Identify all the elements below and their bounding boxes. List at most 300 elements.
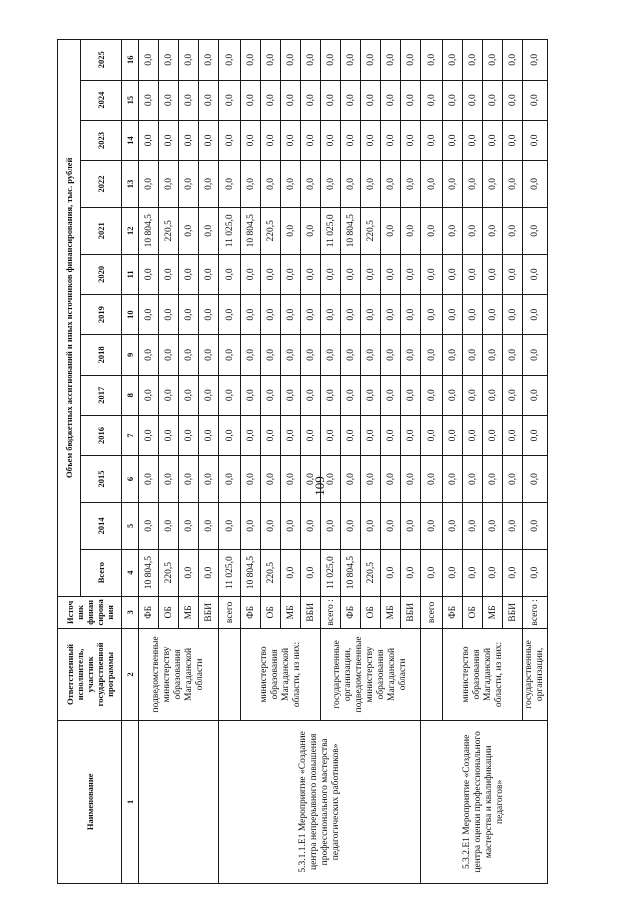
year-value-cell: 0,0	[139, 161, 159, 208]
year-value-cell: 11 025,0	[321, 207, 341, 254]
column-number: 12	[122, 207, 139, 254]
header-year: 2016	[81, 415, 122, 455]
year-value-cell: 0,0	[179, 456, 199, 503]
year-value-cell: 0,0	[523, 254, 548, 294]
year-value-cell: 0,0	[321, 40, 341, 81]
year-value-cell: 0,0	[179, 80, 199, 120]
source-cell: всего	[219, 596, 241, 629]
year-value-cell: 0,0	[341, 120, 361, 160]
year-value-cell: 0,0	[463, 40, 483, 81]
year-value-cell: 0,0	[199, 161, 219, 208]
column-number: 15	[122, 80, 139, 120]
executor-cell	[421, 629, 443, 720]
table-row	[139, 40, 159, 884]
year-value-cell: 0,0	[463, 161, 483, 208]
column-number-row	[122, 40, 139, 884]
year-value-cell: 0,0	[261, 415, 281, 455]
year-value-cell: 0,0	[301, 294, 321, 334]
year-value-cell: 0,0	[241, 254, 261, 294]
column-number: 1	[122, 720, 139, 883]
year-value-cell: 0,0	[281, 161, 301, 208]
column-number: 6	[122, 456, 139, 503]
year-value-cell: 0,0	[503, 415, 523, 455]
total-value-cell: 0,0	[179, 549, 199, 596]
year-value-cell: 0,0	[523, 502, 548, 549]
year-value-cell: 0,0	[503, 120, 523, 160]
year-value-cell: 0,0	[381, 254, 401, 294]
year-value-cell: 0,0	[401, 456, 421, 503]
header-year: 2017	[81, 375, 122, 415]
total-value-cell: 0,0	[381, 549, 401, 596]
year-value-cell: 0,0	[261, 40, 281, 81]
executor-cell: министерство образования Магаданской области, из них:	[241, 629, 321, 720]
total-value-cell: 11 025,0	[321, 549, 341, 596]
year-value-cell: 0,0	[463, 335, 483, 375]
header-source: Источ ник финан сирова ния	[58, 596, 122, 629]
year-value-cell: 0,0	[443, 80, 463, 120]
year-value-cell: 0,0	[241, 161, 261, 208]
year-value-cell: 0,0	[443, 335, 463, 375]
year-value-cell: 0,0	[199, 415, 219, 455]
year-value-cell: 0,0	[483, 335, 503, 375]
year-value-cell: 0,0	[381, 335, 401, 375]
year-value-cell: 0,0	[463, 375, 483, 415]
year-value-cell: 0,0	[361, 456, 381, 503]
source-cell: ФБ	[241, 596, 261, 629]
year-value-cell: 0,0	[321, 120, 341, 160]
header-total: Всего	[81, 549, 122, 596]
table-row	[219, 40, 241, 884]
year-value-cell: 0,0	[483, 502, 503, 549]
year-value-cell: 0,0	[443, 40, 463, 81]
source-cell: ФБ	[443, 596, 463, 629]
year-value-cell: 10 804,5	[139, 207, 159, 254]
year-value-cell: 0,0	[159, 161, 179, 208]
year-value-cell: 0,0	[261, 335, 281, 375]
year-value-cell: 0,0	[341, 375, 361, 415]
source-cell: всего :	[523, 596, 548, 629]
header-year: 2021	[81, 207, 122, 254]
year-value-cell: 0,0	[503, 80, 523, 120]
year-value-cell: 0,0	[523, 40, 548, 81]
year-value-cell: 0,0	[463, 415, 483, 455]
year-value-cell: 0,0	[281, 375, 301, 415]
year-value-cell: 0,0	[503, 294, 523, 334]
year-value-cell: 0,0	[443, 254, 463, 294]
column-number: 13	[122, 161, 139, 208]
year-value-cell: 0,0	[341, 80, 361, 120]
total-value-cell: 0,0	[463, 549, 483, 596]
year-value-cell: 0,0	[503, 161, 523, 208]
year-value-cell: 0,0	[139, 456, 159, 503]
header-year: 2018	[81, 335, 122, 375]
year-value-cell: 0,0	[199, 254, 219, 294]
year-value-cell: 0,0	[421, 254, 443, 294]
year-value-cell: 0,0	[301, 120, 321, 160]
year-value-cell: 0,0	[421, 502, 443, 549]
total-value-cell: 0,0	[281, 549, 301, 596]
year-value-cell: 0,0	[443, 415, 463, 455]
year-value-cell: 220,5	[261, 207, 281, 254]
year-value-cell: 0,0	[483, 456, 503, 503]
source-cell: ОБ	[261, 596, 281, 629]
year-value-cell: 0,0	[301, 335, 321, 375]
year-value-cell: 0,0	[483, 120, 503, 160]
year-value-cell: 0,0	[381, 161, 401, 208]
year-value-cell: 0,0	[139, 502, 159, 549]
table-row	[421, 40, 443, 884]
year-value-cell: 220,5	[361, 207, 381, 254]
year-value-cell: 0,0	[341, 254, 361, 294]
year-value-cell: 0,0	[139, 375, 159, 415]
year-value-cell: 0,0	[421, 456, 443, 503]
year-value-cell: 0,0	[281, 254, 301, 294]
year-value-cell: 0,0	[179, 415, 199, 455]
year-value-cell: 0,0	[301, 254, 321, 294]
year-value-cell: 0,0	[381, 120, 401, 160]
year-value-cell: 0,0	[523, 456, 548, 503]
year-value-cell: 0,0	[401, 254, 421, 294]
year-value-cell: 0,0	[261, 375, 281, 415]
header-year: 2019	[81, 294, 122, 334]
financing-table	[57, 39, 548, 884]
source-cell: ВБИ	[503, 596, 523, 629]
year-value-cell: 0,0	[503, 456, 523, 503]
year-value-cell: 0,0	[483, 415, 503, 455]
year-value-cell: 0,0	[281, 456, 301, 503]
year-value-cell: 0,0	[179, 40, 199, 81]
year-value-cell: 0,0	[401, 40, 421, 81]
year-value-cell: 0,0	[179, 120, 199, 160]
year-value-cell: 0,0	[301, 375, 321, 415]
year-value-cell: 0,0	[341, 502, 361, 549]
year-value-cell: 0,0	[179, 294, 199, 334]
year-value-cell: 0,0	[483, 375, 503, 415]
year-value-cell: 0,0	[179, 375, 199, 415]
year-value-cell: 0,0	[199, 40, 219, 81]
year-value-cell: 0,0	[241, 335, 261, 375]
year-value-cell: 0,0	[139, 120, 159, 160]
source-cell: ОБ	[361, 596, 381, 629]
year-value-cell: 0,0	[483, 294, 503, 334]
year-value-cell: 0,0	[321, 294, 341, 334]
year-value-cell: 0,0	[443, 120, 463, 160]
year-value-cell: 0,0	[179, 161, 199, 208]
year-value-cell: 0,0	[483, 207, 503, 254]
total-value-cell: 0,0	[301, 549, 321, 596]
source-cell: МБ	[483, 596, 503, 629]
year-value-cell: 0,0	[523, 80, 548, 120]
year-value-cell: 0,0	[341, 415, 361, 455]
year-value-cell: 0,0	[361, 502, 381, 549]
year-value-cell: 0,0	[261, 120, 281, 160]
year-value-cell: 0,0	[241, 120, 261, 160]
year-value-cell: 0,0	[159, 502, 179, 549]
total-value-cell: 10 804,5	[341, 549, 361, 596]
year-value-cell: 0,0	[301, 456, 321, 503]
year-value-cell: 0,0	[401, 80, 421, 120]
year-value-cell: 0,0	[281, 120, 301, 160]
year-value-cell: 0,0	[199, 120, 219, 160]
total-value-cell: 0,0	[443, 549, 463, 596]
year-value-cell: 0,0	[179, 502, 199, 549]
year-value-cell: 0,0	[401, 415, 421, 455]
year-value-cell: 0,0	[281, 294, 301, 334]
executor-cell: государственные организации,	[523, 629, 548, 720]
source-cell: МБ	[281, 596, 301, 629]
year-value-cell: 0,0	[321, 254, 341, 294]
source-cell: ФБ	[139, 596, 159, 629]
source-cell: ОБ	[463, 596, 483, 629]
year-value-cell: 0,0	[463, 80, 483, 120]
year-value-cell: 0,0	[321, 375, 341, 415]
year-value-cell: 0,0	[281, 415, 301, 455]
measure-name-cell: 5.3.1.1.Е1 Мероприятие «Создание центра непрерывного повышения профессионального мастерства педагогических работников»	[219, 720, 421, 883]
page-number: 109	[312, 476, 327, 496]
year-value-cell: 0,0	[381, 40, 401, 81]
source-cell: ВБИ	[199, 596, 219, 629]
year-value-cell: 0,0	[463, 254, 483, 294]
year-value-cell: 0,0	[139, 80, 159, 120]
year-value-cell: 0,0	[179, 254, 199, 294]
year-value-cell: 0,0	[503, 254, 523, 294]
year-value-cell: 0,0	[219, 415, 241, 455]
year-value-cell: 0,0	[341, 294, 361, 334]
year-value-cell: 0,0	[523, 335, 548, 375]
year-value-cell: 0,0	[159, 375, 179, 415]
year-value-cell: 0,0	[341, 456, 361, 503]
year-value-cell: 0,0	[219, 161, 241, 208]
year-value-cell: 0,0	[219, 120, 241, 160]
executor-cell: подведомственные министерству образования Магаданской области	[139, 629, 219, 720]
year-value-cell: 11 025,0	[219, 207, 241, 254]
year-value-cell: 0,0	[361, 80, 381, 120]
total-value-cell: 11 025,0	[219, 549, 241, 596]
year-value-cell: 0,0	[421, 80, 443, 120]
year-value-cell: 0,0	[483, 40, 503, 81]
total-value-cell: 0,0	[421, 549, 443, 596]
year-value-cell: 0,0	[241, 415, 261, 455]
rotated-table-container	[57, 39, 617, 884]
year-value-cell: 0,0	[443, 161, 463, 208]
year-value-cell: 0,0	[443, 502, 463, 549]
measure-name-cell: 5.3.2.Е1 Мероприятие «Создание центра оценки профессионального мастерства и квалификации педагогов»	[421, 720, 548, 883]
header-year: 2025	[81, 40, 122, 81]
executor-cell	[219, 629, 241, 720]
year-value-cell: 0,0	[321, 415, 341, 455]
year-value-cell: 0,0	[381, 294, 401, 334]
year-value-cell: 0,0	[401, 335, 421, 375]
header-year: 2024	[81, 80, 122, 120]
year-value-cell: 0,0	[381, 80, 401, 120]
year-value-cell: 0,0	[421, 335, 443, 375]
year-value-cell: 220,5	[159, 207, 179, 254]
year-value-cell: 0,0	[179, 335, 199, 375]
year-value-cell: 0,0	[523, 294, 548, 334]
year-value-cell: 0,0	[463, 120, 483, 160]
year-value-cell: 0,0	[159, 254, 179, 294]
year-value-cell: 0,0	[483, 80, 503, 120]
year-value-cell: 0,0	[261, 161, 281, 208]
header-row-top	[58, 40, 81, 884]
year-value-cell: 0,0	[361, 335, 381, 375]
year-value-cell: 0,0	[139, 254, 159, 294]
year-value-cell: 0,0	[199, 207, 219, 254]
year-value-cell: 0,0	[523, 207, 548, 254]
year-value-cell: 0,0	[301, 502, 321, 549]
measure-name-cell	[139, 720, 219, 883]
header-year: 2022	[81, 161, 122, 208]
header-year: 2023	[81, 120, 122, 160]
header-name: Наименование	[58, 720, 122, 883]
column-number: 9	[122, 335, 139, 375]
total-value-cell: 220,5	[159, 549, 179, 596]
column-number: 4	[122, 549, 139, 596]
year-value-cell: 0,0	[139, 415, 159, 455]
year-value-cell: 0,0	[361, 161, 381, 208]
column-number: 3	[122, 596, 139, 629]
year-value-cell: 0,0	[483, 254, 503, 294]
year-value-cell: 0,0	[401, 375, 421, 415]
year-value-cell: 0,0	[199, 456, 219, 503]
year-value-cell: 0,0	[361, 375, 381, 415]
year-value-cell: 0,0	[503, 375, 523, 415]
year-value-cell: 0,0	[199, 375, 219, 415]
year-value-cell: 0,0	[241, 456, 261, 503]
source-cell: МБ	[179, 596, 199, 629]
year-value-cell: 0,0	[281, 335, 301, 375]
column-number: 16	[122, 40, 139, 81]
column-number: 8	[122, 375, 139, 415]
column-number: 10	[122, 294, 139, 334]
year-value-cell: 0,0	[421, 415, 443, 455]
column-number: 11	[122, 254, 139, 294]
year-value-cell: 0,0	[159, 80, 179, 120]
year-value-cell: 0,0	[421, 161, 443, 208]
year-value-cell: 0,0	[139, 40, 159, 81]
year-value-cell: 0,0	[321, 80, 341, 120]
year-value-cell: 0,0	[381, 415, 401, 455]
year-value-cell: 0,0	[199, 80, 219, 120]
year-value-cell: 0,0	[241, 294, 261, 334]
total-value-cell: 0,0	[199, 549, 219, 596]
year-value-cell: 0,0	[523, 375, 548, 415]
year-value-cell: 0,0	[159, 40, 179, 81]
total-value-cell: 10 804,5	[139, 549, 159, 596]
year-value-cell: 0,0	[261, 294, 281, 334]
year-value-cell: 0,0	[523, 415, 548, 455]
year-value-cell: 0,0	[219, 456, 241, 503]
year-value-cell: 0,0	[261, 502, 281, 549]
year-value-cell: 0,0	[381, 207, 401, 254]
source-cell: ФБ	[341, 596, 361, 629]
year-value-cell: 0,0	[421, 40, 443, 81]
year-value-cell: 0,0	[361, 415, 381, 455]
year-value-cell: 0,0	[159, 335, 179, 375]
year-value-cell: 0,0	[139, 294, 159, 334]
year-value-cell: 0,0	[443, 207, 463, 254]
year-value-cell: 0,0	[401, 207, 421, 254]
year-value-cell: 0,0	[321, 161, 341, 208]
total-value-cell: 0,0	[503, 549, 523, 596]
year-value-cell: 0,0	[341, 161, 361, 208]
year-value-cell: 0,0	[219, 254, 241, 294]
year-value-cell: 0,0	[523, 120, 548, 160]
year-value-cell: 0,0	[381, 502, 401, 549]
year-value-cell: 0,0	[503, 40, 523, 81]
year-value-cell: 0,0	[381, 456, 401, 503]
year-value-cell: 0,0	[401, 294, 421, 334]
column-number: 14	[122, 120, 139, 160]
year-value-cell: 0,0	[261, 254, 281, 294]
column-number: 7	[122, 415, 139, 455]
year-value-cell: 0,0	[321, 502, 341, 549]
year-value-cell: 10 804,5	[241, 207, 261, 254]
year-value-cell: 0,0	[523, 161, 548, 208]
year-value-cell: 0,0	[159, 415, 179, 455]
year-value-cell: 0,0	[463, 294, 483, 334]
header-year: 2014	[81, 502, 122, 549]
column-number: 5	[122, 502, 139, 549]
year-value-cell: 0,0	[421, 207, 443, 254]
total-value-cell: 0,0	[401, 549, 421, 596]
header-volume: Объем бюджетных ассигнований и иных источников финансирования, тыс. рублей	[58, 40, 81, 597]
year-value-cell: 0,0	[401, 502, 421, 549]
year-value-cell: 0,0	[421, 375, 443, 415]
year-value-cell: 0,0	[361, 294, 381, 334]
year-value-cell: 0,0	[281, 40, 301, 81]
total-value-cell: 220,5	[261, 549, 281, 596]
total-value-cell: 0,0	[483, 549, 503, 596]
year-value-cell: 0,0	[241, 375, 261, 415]
year-value-cell: 0,0	[199, 294, 219, 334]
year-value-cell: 0,0	[463, 207, 483, 254]
year-value-cell: 0,0	[159, 294, 179, 334]
table-body	[58, 40, 548, 884]
header-year: 2020	[81, 254, 122, 294]
year-value-cell: 0,0	[281, 502, 301, 549]
source-cell: ВБИ	[301, 596, 321, 629]
year-value-cell: 0,0	[401, 120, 421, 160]
year-value-cell: 0,0	[483, 161, 503, 208]
year-value-cell: 0,0	[301, 207, 321, 254]
year-value-cell: 0,0	[421, 120, 443, 160]
year-value-cell: 0,0	[179, 207, 199, 254]
header-year: 2015	[81, 456, 122, 503]
year-value-cell: 10 804,5	[341, 207, 361, 254]
executor-cell: министерство образования Магаданской области, из них:	[443, 629, 523, 720]
total-value-cell: 0,0	[523, 549, 548, 596]
column-number: 2	[122, 629, 139, 720]
year-value-cell: 0,0	[463, 502, 483, 549]
source-cell: ОБ	[159, 596, 179, 629]
year-value-cell: 0,0	[241, 502, 261, 549]
year-value-cell: 0,0	[361, 120, 381, 160]
year-value-cell: 0,0	[463, 456, 483, 503]
executor-cell: государственные организации, подведомственные министерству образования Магаданской области	[321, 629, 421, 720]
year-value-cell: 0,0	[301, 161, 321, 208]
year-value-cell: 0,0	[219, 375, 241, 415]
year-value-cell: 0,0	[301, 40, 321, 81]
year-value-cell: 0,0	[219, 502, 241, 549]
year-value-cell: 0,0	[381, 375, 401, 415]
year-value-cell: 0,0	[159, 456, 179, 503]
year-value-cell: 0,0	[301, 415, 321, 455]
year-value-cell: 0,0	[199, 502, 219, 549]
source-cell: МБ	[381, 596, 401, 629]
header-executor: Ответственный исполнитель, участник государственной программы	[58, 629, 122, 720]
year-value-cell: 0,0	[503, 207, 523, 254]
